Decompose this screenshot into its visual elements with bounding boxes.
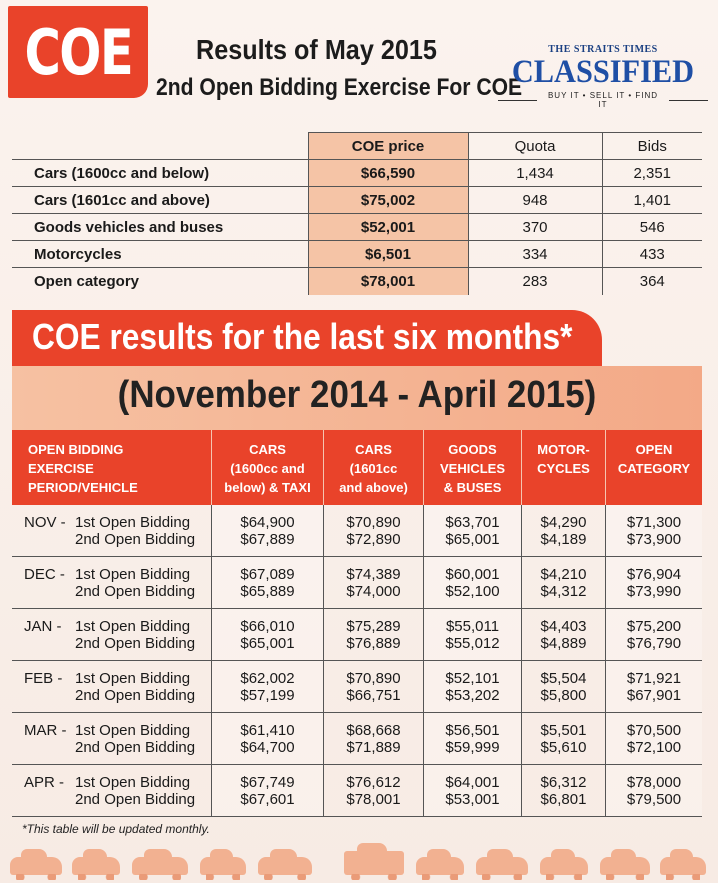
moto-cell (522, 505, 606, 556)
value: $66,751 (346, 687, 401, 704)
value: $70,890 (346, 670, 401, 687)
col-header-bids: Bids (602, 133, 702, 160)
value: $67,601 (240, 791, 295, 808)
car-icon (540, 857, 588, 875)
quota: 370 (468, 214, 602, 241)
car-icon (600, 857, 650, 875)
value: $4,889 (540, 635, 587, 652)
footnote: *This table will be updated monthly. (22, 822, 210, 836)
col-header-quota: Quota (468, 133, 602, 160)
value: $70,500 (626, 722, 682, 739)
category-label: Open category (12, 268, 308, 295)
bid2-label: 2nd Open Bidding (75, 531, 196, 548)
value: $71,921 (626, 670, 682, 687)
month-row (12, 609, 702, 661)
coe-badge-text: COE (24, 15, 132, 89)
coe-badge (8, 6, 148, 98)
coe-price: $78,001 (308, 268, 468, 295)
cars-large-cell (324, 765, 424, 816)
results-header-blank (12, 133, 308, 160)
coe-price: $66,590 (308, 160, 468, 187)
cars-small-cell (212, 557, 324, 608)
month-label: JAN - (24, 618, 62, 635)
bid1-label: 1st Open Bidding (75, 722, 191, 739)
value: $68,668 (346, 722, 401, 739)
header-line: VEHICLES (439, 461, 505, 476)
col-header-open (606, 430, 702, 505)
cars-small-cell (212, 609, 324, 660)
value: $74,000 (346, 583, 401, 600)
header-line: PERIOD/VEHICLE (28, 480, 138, 495)
period-cell (12, 505, 212, 556)
value: $72,890 (346, 531, 401, 548)
bid1-label: 1st Open Bidding (75, 618, 191, 635)
month-label: FEB - (24, 670, 63, 687)
header-line: EXERCISE (28, 461, 94, 476)
results-row (12, 214, 702, 241)
value: $57,199 (240, 687, 295, 704)
value: $64,001 (445, 774, 500, 791)
moto-cell (522, 713, 606, 764)
value: $6,801 (540, 791, 587, 808)
goods-cell (424, 765, 522, 816)
value: $65,889 (240, 583, 295, 600)
bid2-label: 2nd Open Bidding (75, 687, 196, 704)
header-line: OPEN BIDDING (28, 442, 124, 457)
bids: 433 (602, 241, 702, 268)
header-line: & BUSES (443, 480, 502, 495)
value: $64,700 (240, 739, 295, 756)
results-row (12, 268, 702, 295)
period-cell (12, 557, 212, 608)
value: $66,010 (240, 618, 295, 635)
open-cell (606, 713, 702, 764)
results-row (12, 160, 702, 187)
value: $67,889 (240, 531, 295, 548)
month-row (12, 661, 702, 713)
header-line: CYCLES (537, 461, 590, 476)
value: $65,001 (240, 635, 295, 652)
month-label: NOV - (24, 514, 66, 531)
value: $79,500 (626, 791, 682, 808)
bids: 546 (602, 214, 702, 241)
value: $5,610 (540, 739, 587, 756)
classified-logo (498, 44, 708, 109)
value: $75,200 (626, 618, 682, 635)
period-cell (12, 661, 212, 712)
month-label: DEC - (24, 566, 65, 583)
header-line: CARS (249, 442, 286, 457)
value: $67,089 (240, 566, 295, 583)
month-row (12, 557, 702, 609)
col-header-cars-large (324, 430, 424, 505)
goods-cell (424, 609, 522, 660)
cars-large-cell (324, 609, 424, 660)
cars-small-cell (212, 505, 324, 556)
car-icon (72, 857, 120, 875)
value: $78,000 (626, 774, 682, 791)
open-cell (606, 557, 702, 608)
period-cell (12, 713, 212, 764)
truck-icon (476, 857, 528, 875)
value: $63,701 (445, 514, 500, 531)
bid2-label: 2nd Open Bidding (75, 635, 196, 652)
value: $67,901 (626, 687, 682, 704)
value: $75,289 (346, 618, 401, 635)
header-line: (1601cc (349, 461, 398, 476)
period-cell (12, 609, 212, 660)
quota: 283 (468, 268, 602, 295)
page-title: Results of May 2015 (196, 34, 437, 65)
value: $72,100 (626, 739, 682, 756)
category-label: Goods vehicles and buses (12, 214, 308, 241)
bid1-label: 1st Open Bidding (75, 514, 191, 531)
value: $53,202 (445, 687, 500, 704)
bids: 364 (602, 268, 702, 295)
col-header-goods (424, 430, 522, 505)
car-icon (132, 857, 188, 875)
value: $55,012 (445, 635, 500, 652)
bid2-label: 2nd Open Bidding (75, 583, 196, 600)
value: $52,101 (445, 670, 500, 687)
value: $6,312 (540, 774, 587, 791)
open-cell (606, 609, 702, 660)
open-cell (606, 661, 702, 712)
brand-top: THE STRAITS TIMES (548, 44, 658, 55)
goods-cell (424, 557, 522, 608)
period-cell (12, 765, 212, 816)
period-range: (November 2014 - April 2015) (117, 374, 597, 416)
value: $76,904 (626, 566, 682, 583)
quota: 334 (468, 241, 602, 268)
cars-small-cell (212, 661, 324, 712)
category-label: Cars (1600cc and below) (12, 160, 308, 187)
moto-cell (522, 661, 606, 712)
moto-cell (522, 557, 606, 608)
quota: 948 (468, 187, 602, 214)
page-subtitle: 2nd Open Bidding Exercise For COE (156, 74, 523, 101)
results-row (12, 187, 702, 214)
value: $73,990 (626, 583, 682, 600)
header-line: GOODS (448, 442, 497, 457)
cars-large-cell (324, 557, 424, 608)
results-row (12, 241, 702, 268)
category-label: Cars (1601cc and above) (12, 187, 308, 214)
car-icon (258, 857, 312, 875)
current-results-table (12, 132, 702, 295)
header-line: OPEN (635, 442, 673, 457)
value: $60,001 (445, 566, 500, 583)
value: $71,300 (626, 514, 682, 531)
month-row (12, 765, 702, 817)
coe-price: $52,001 (308, 214, 468, 241)
header-line: CARS (355, 442, 392, 457)
vehicle-silhouettes (0, 848, 718, 883)
moto-cell (522, 765, 606, 816)
cars-large-cell (324, 713, 424, 764)
value: $70,890 (346, 514, 401, 531)
open-cell (606, 765, 702, 816)
six-months-title: COE results for the last six months* (32, 316, 573, 357)
cars-large-cell (324, 505, 424, 556)
value: $61,410 (240, 722, 295, 739)
car-icon (10, 857, 62, 875)
value: $76,790 (626, 635, 682, 652)
month-label: APR - (24, 774, 65, 791)
brand-main: CLASSIFIED (511, 54, 695, 90)
moto-cell (522, 609, 606, 660)
value: $4,210 (540, 566, 587, 583)
bid1-label: 1st Open Bidding (75, 566, 191, 583)
quota: 1,434 (468, 160, 602, 187)
cars-large-cell (324, 661, 424, 712)
header-line: CATEGORY (617, 461, 691, 476)
value: $4,312 (540, 583, 587, 600)
header (0, 0, 718, 112)
value: $4,189 (540, 531, 587, 548)
month-label: MAR - (24, 722, 67, 739)
value: $59,999 (445, 739, 500, 756)
value: $55,011 (445, 618, 500, 635)
value: $4,403 (540, 618, 587, 635)
bids: 2,351 (602, 160, 702, 187)
bus-icon (344, 851, 404, 875)
bid2-label: 2nd Open Bidding (75, 739, 196, 756)
bid2-label: 2nd Open Bidding (75, 791, 196, 808)
goods-cell (424, 505, 522, 556)
col-header-period (12, 430, 212, 505)
brand-tagline: BUY IT • SELL IT • FIND IT (498, 91, 708, 109)
value: $64,900 (240, 514, 295, 531)
goods-cell (424, 661, 522, 712)
header-line: (1600cc and (230, 461, 305, 476)
month-row (12, 505, 702, 557)
history-header-row (12, 430, 702, 505)
open-cell (606, 505, 702, 556)
car-icon (200, 857, 246, 875)
header-line: below) & TAXI (224, 480, 311, 495)
value: $52,100 (445, 583, 500, 600)
bid1-label: 1st Open Bidding (75, 774, 191, 791)
header-line: and above) (339, 480, 408, 495)
category-label: Motorcycles (12, 241, 308, 268)
header-line: MOTOR- (537, 442, 590, 457)
col-header-motorcycles (522, 430, 606, 505)
period-band (12, 366, 702, 430)
value: $73,900 (626, 531, 682, 548)
value: $56,501 (445, 722, 500, 739)
cars-small-cell (212, 713, 324, 764)
value: $76,889 (346, 635, 401, 652)
value: $5,504 (540, 670, 587, 687)
bid1-label: 1st Open Bidding (75, 670, 191, 687)
value: $67,749 (240, 774, 295, 791)
car-icon (416, 857, 464, 875)
value: $78,001 (346, 791, 401, 808)
goods-cell (424, 713, 522, 764)
col-header-price: COE price (308, 133, 468, 160)
col-header-cars-small (212, 430, 324, 505)
value: $53,001 (445, 791, 500, 808)
value: $4,290 (540, 514, 587, 531)
value: $5,501 (540, 722, 587, 739)
six-months-banner (12, 310, 602, 368)
value: $71,889 (346, 739, 401, 756)
value: $5,800 (540, 687, 587, 704)
coe-price: $75,002 (308, 187, 468, 214)
history-table (12, 430, 702, 817)
results-header-row (12, 133, 702, 160)
cars-small-cell (212, 765, 324, 816)
value: $76,612 (346, 774, 401, 791)
month-row (12, 713, 702, 765)
coe-price: $6,501 (308, 241, 468, 268)
value: $62,002 (240, 670, 295, 687)
value: $65,001 (445, 531, 500, 548)
value: $74,389 (346, 566, 401, 583)
car-icon (660, 857, 706, 875)
bids: 1,401 (602, 187, 702, 214)
